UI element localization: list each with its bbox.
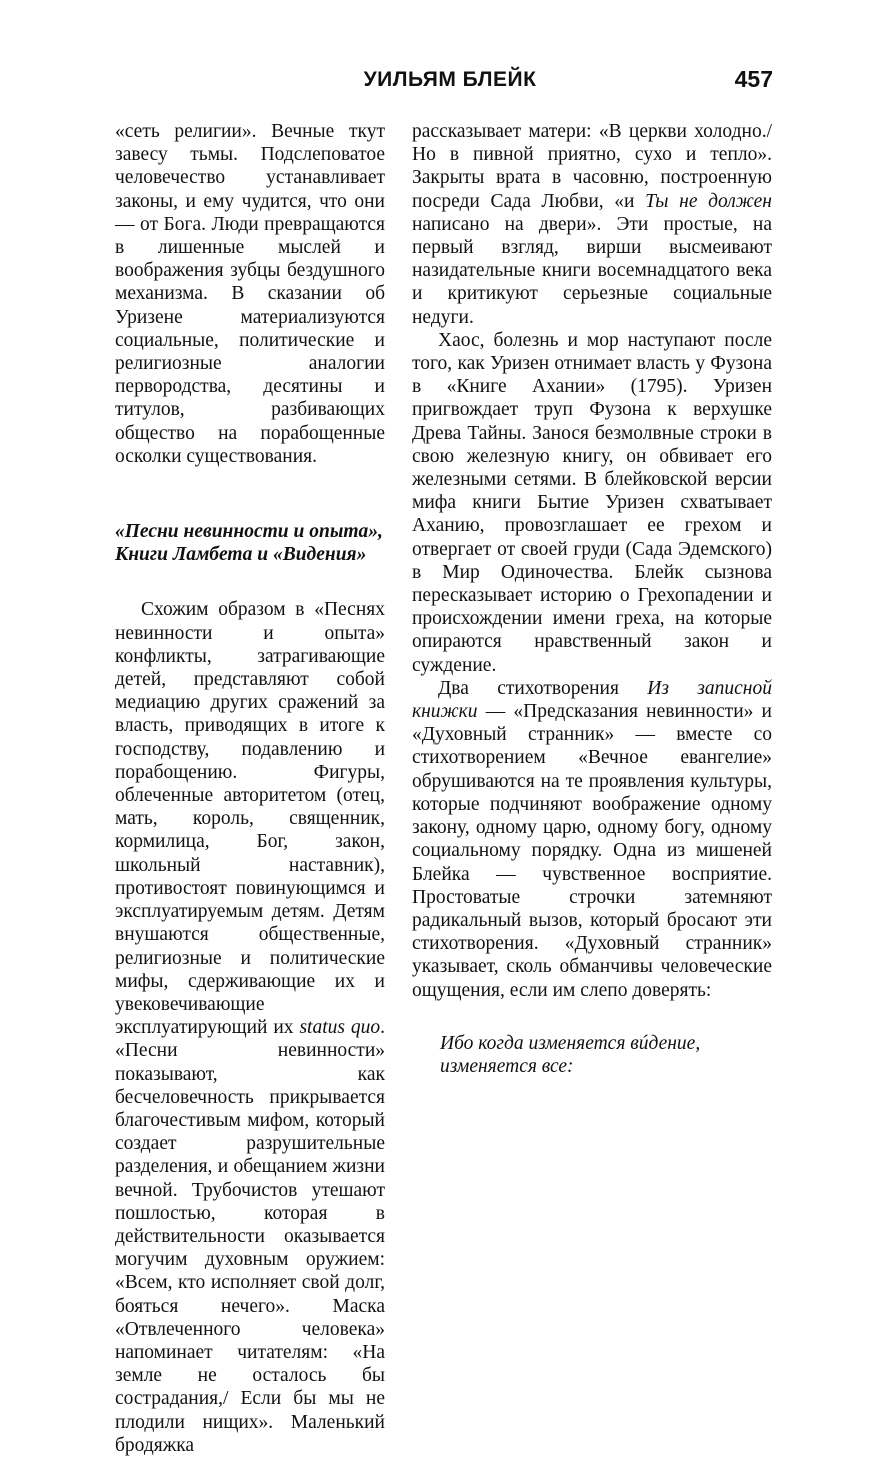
right-paragraph-1-text-a: рассказывает матери: «В церкви холодно./ Но в пивной приятно, сухо и тепло». Закрыты врата в часовню, построенную посреди Сада Любви, «и xyxy=(412,121,772,212)
left-paragraph-1: «сеть религии». Вечные ткут завесу тьмы. Подслеповатое человечество устанавливает законы, и ему чудится, что они — от Бога. Люди превращаются в лишенные мыслей и воображения зубцы бездушного механизма. В сказании об Уризене материализуются социальные, политические и религиозные аналогии первородства, десятины и титулов, разбивающих общество на порабощенные осколки существования. xyxy=(115,121,385,467)
left-paragraph-2-text-b: . «Песни невинности» показывают, как бесчеловечность прикрывается благочестивым мифом, который создает разрушительные разделения, и обещанием жизни вечной. Трубочистов утешают пошлостью, которая в действительности оказывается могучим духовным оружием: «Всем, кто исполняет свой долг, бояться нечего». Маска «Отвлеченного человека» напоминает читателям: «На земле не осталось бы сострадания,/ Если бы мы не плодили нищих». Маленький бродяжка xyxy=(115,1017,386,1456)
status-quo-italic: status quo xyxy=(299,1017,381,1039)
right-paragraph-3 xyxy=(412,677,772,1002)
inscription-italic: Ты не должен xyxy=(645,190,772,212)
right-paragraph-3-text-b: — «Предсказания невинности» и «Духовный странник» — вместе со стихотворением «Вечное евангелие» обрушиваются на те проявления культуры, которые подчиняют воображение одному закону, одному царю, одному богу, одному социальному порядку. Одна из мишеней Блейка — чувственное восприятие. Простоватые строчки затемняют радикальный вызов, который бросают эти стихотворения. «Духовный странник» указывает, сколь обманчивы человеческие ощущения, если им слепо доверять: xyxy=(412,701,772,1001)
right-paragraph-1 xyxy=(412,120,772,329)
right-paragraph-2: Хаос, болезнь и мор наступают после того, как Уризен отнимает власть у Фузона в «Книге Ахании» (1795). Уризен пригвождает труп Фузона к верхушке Древа Тайны. Занося безмолвные строки в свою железную книгу, он обвивает его железными сетями. В блейковской версии мифа книги Бытие Уризен схватывает Аханию, провозглашает ее грехом и отвергает от своей груди (Сада Эдемского) в Мир Одиночества. Блейк сызнова пересказывает историю о Грехопадении и происхождении имени греха, на которые опираются нравственный закон и суждение. xyxy=(412,329,772,676)
left-paragraph-2 xyxy=(115,598,385,1457)
right-paragraph-1-text-b: написано на двери». Эти простые, на первый взгляд, вирши высмеивают назидательные книги восемнадцатого века и критикуют серьезные социальные недуги. xyxy=(412,213,772,328)
notebook-title-italic: Из записной книжки xyxy=(412,677,772,723)
left-column xyxy=(115,120,385,1457)
right-paragraph-3-text-a: Два стихотворения xyxy=(438,677,648,699)
section-heading-line-1: «Песни невинности и опыта», xyxy=(115,521,383,543)
section-heading-line-2: Книги Ламбета и «Видения» xyxy=(115,544,367,566)
section-heading xyxy=(115,520,385,566)
left-paragraph-2-text-a: Схожим образом в «Песнях невинности и опыта» конфликты, затрагивающие детей, представляют собой медиацию других сражений за власть, приводящих в итоге к господству, подавлению и порабощению. Фигуры, облеченные авторитетом (отец, мать, король, священник, кормилица, Бог, закон, школьный наставник), противостоят повинующимся и эксплуатируемым детям. Детям внушаются общественные, религиозные и политические мифы, сдерживающие их и увековечивающие эксплуатирующий их xyxy=(115,599,385,1039)
poem-quote: Ибо когда изменяется вúдение, изменяется все: xyxy=(440,1032,701,1077)
right-column xyxy=(412,120,772,1078)
page-number: 457 xyxy=(734,66,773,92)
running-header-title: УИЛЬЯМ БЛЕЙК xyxy=(363,68,537,91)
